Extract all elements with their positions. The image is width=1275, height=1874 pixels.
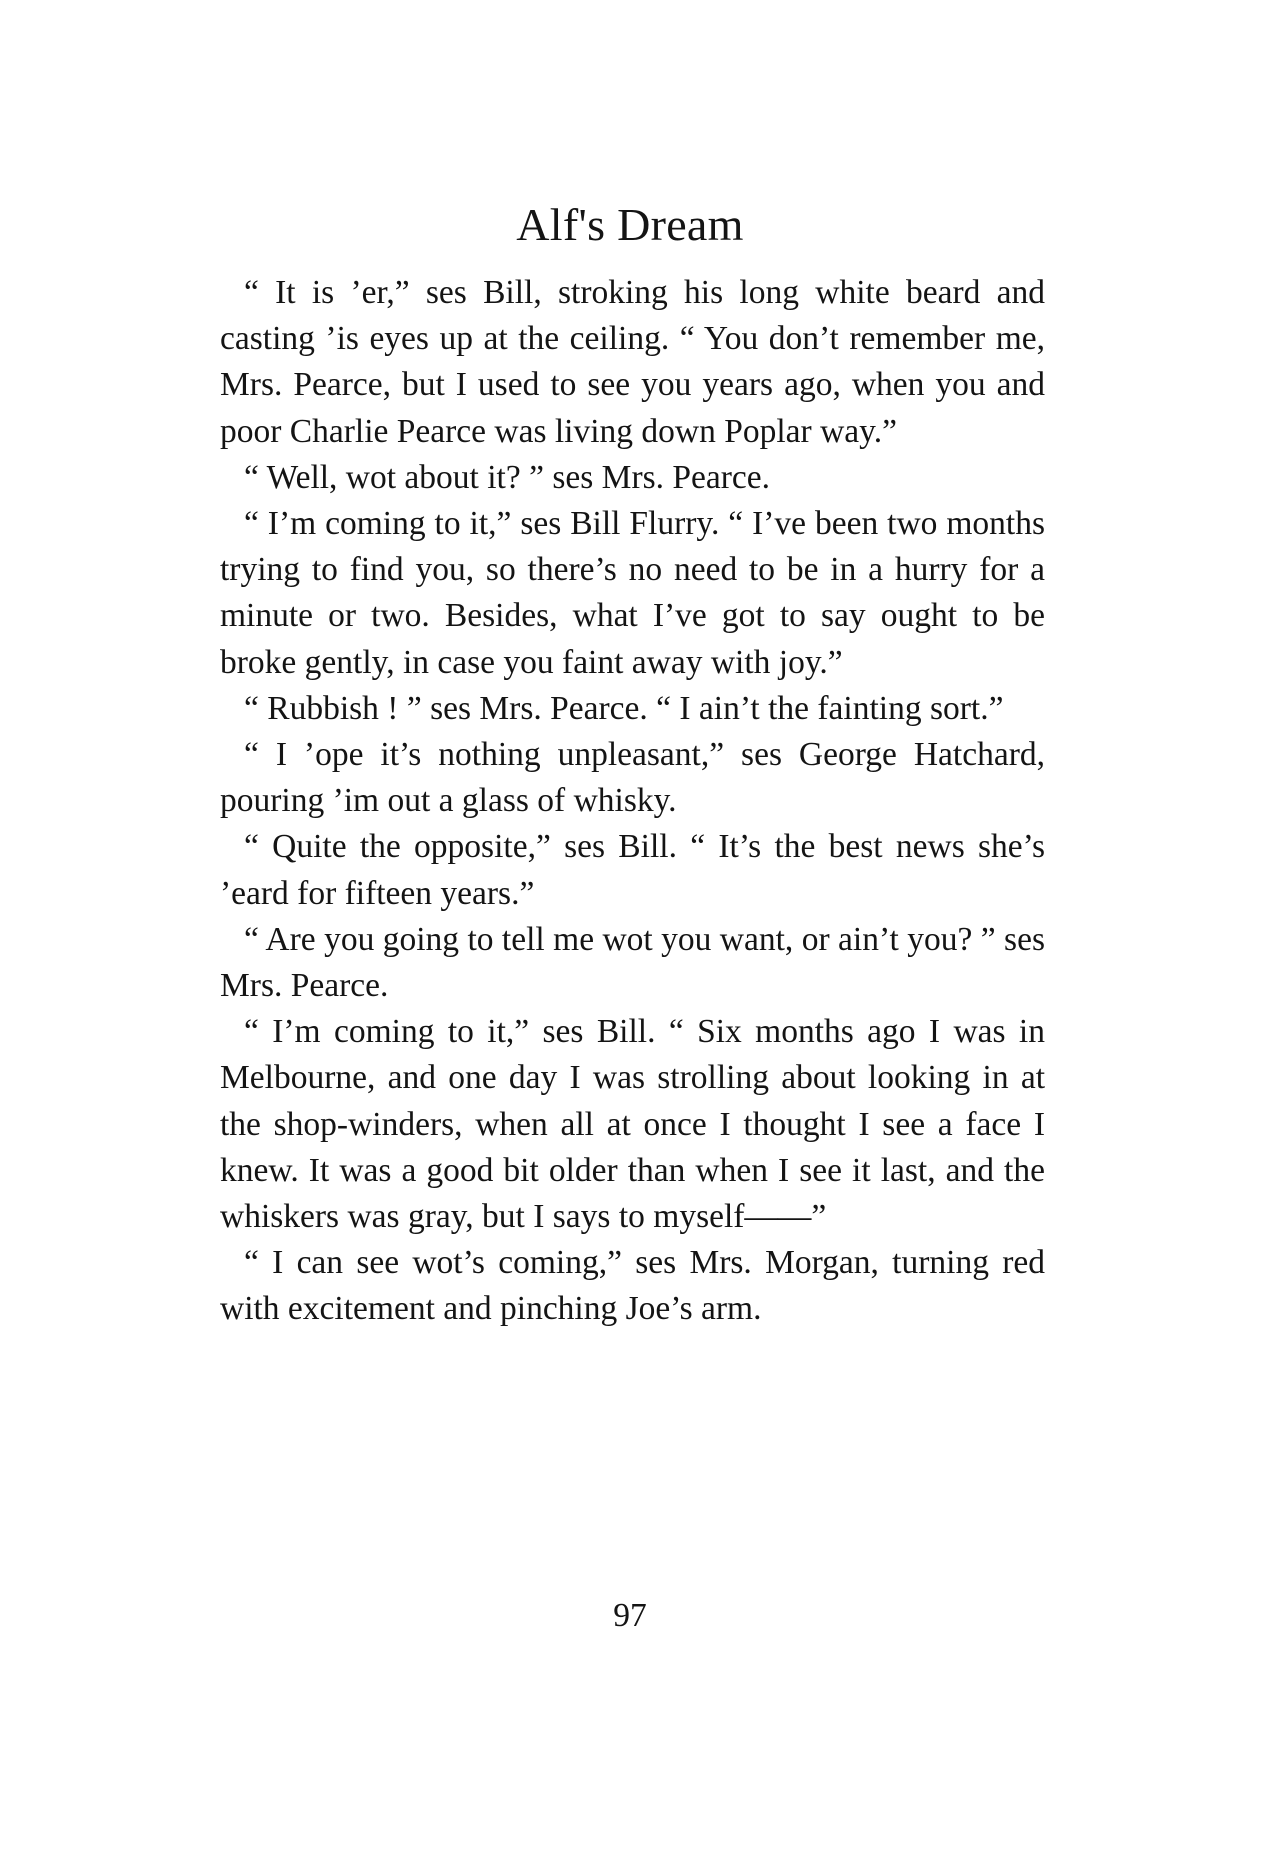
paragraph: “ I ’ope it’s nothing unpleasant,” ses George Hatchard, pouring ’im out a glass of whisky. <box>220 736 1045 820</box>
paragraph: “ I’m coming to it,” ses Bill. “ Six months ago I was in Melbourne, and one day I was strolling about looking in at the shop-winders, when all at once I thought I see a face I knew. It was a good bit older than when I see it last, and the whiskers was gray, but I says to myself——” <box>220 1013 1045 1236</box>
paragraph: “ I’m coming to it,” ses Bill Flurry. “ I’ve been two months trying to find you, so there’s no need to be in a hurry for a minute or two. Besides, what I’ve got to say ought to be broke gently, in case you faint away with joy.” <box>220 505 1045 681</box>
paragraph: “ I can see wot’s coming,” ses Mrs. Morgan, turning red with excitement and pinching Joe’s arm. <box>220 1244 1045 1328</box>
page-number: 97 <box>613 1597 647 1634</box>
paragraph: “ Rubbish ! ” ses Mrs. Pearce. “ I ain’t the fainting sort.” <box>244 689 1004 727</box>
body-text <box>220 270 1045 1333</box>
paragraph: “ It is ’er,” ses Bill, stroking his long white beard and casting ’is eyes up at the ceiling. “ You don’t remember me, Mrs. Pearce, but I used to see you years ago, when you and poor Charlie Pearce was living down Poplar way.” <box>220 274 1045 450</box>
paragraph: “ Well, wot about it? ” ses Mrs. Pearce. <box>244 458 771 496</box>
running-head: Alf's Dream <box>516 199 744 250</box>
paragraph: “ Are you going to tell me wot you want, or ain’t you? ” ses Mrs. Pearce. <box>220 920 1045 1005</box>
paragraph: “ Quite the opposite,” ses Bill. “ It’s the best news she’s ’eard for fifteen years.” <box>220 828 1045 912</box>
